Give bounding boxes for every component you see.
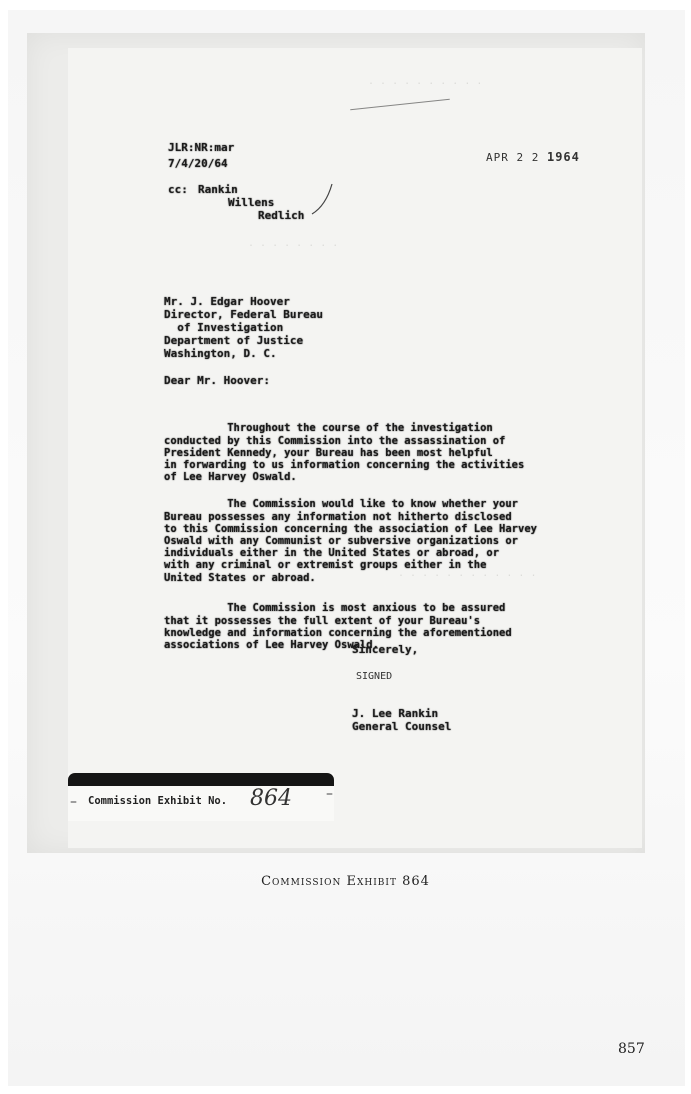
signed-mark: SIGNED xyxy=(356,671,393,682)
cc-name: Willens xyxy=(228,196,275,209)
stamp-year: 1964 xyxy=(546,150,580,164)
addressee-line: Mr. J. Edgar Hoover xyxy=(164,295,290,308)
cc-name: Redlich xyxy=(258,209,305,222)
initials: JLR:NR:mar xyxy=(168,141,235,154)
salutation: Dear Mr. Hoover: xyxy=(164,374,270,387)
file-date: 7/4/20/64 xyxy=(168,157,228,170)
stamp-month-day: APR 2 2 xyxy=(486,151,540,164)
body-paragraph: The Commission is most anxious to be assured that it possesses the full extent of your Bureau's knowledge and information concerning the aforementioned associations of Lee Harvey Oswald. xyxy=(164,602,512,652)
page-number: 857 xyxy=(618,1041,645,1057)
received-date-stamp xyxy=(486,150,580,164)
check-mark-icon xyxy=(310,182,334,216)
body-paragraph: Throughout the course of the investigation conducted by this Commission into the assassination of President Kennedy, your Bureau has been most helpful in forwarding to us information concerning the activities of Lee Harvey Oswald. xyxy=(164,422,525,484)
cc-label: cc: xyxy=(168,183,188,196)
addressee-line: of Investigation xyxy=(164,321,284,334)
exhibit-tab xyxy=(68,773,334,821)
addressee-line: Washington, D. C. xyxy=(164,347,277,360)
exhibit-number: 864 xyxy=(250,786,292,811)
dash-mark: – xyxy=(70,794,77,810)
signer-name: J. Lee Rankin xyxy=(352,707,439,720)
signer-title: General Counsel xyxy=(352,720,452,733)
addressee-line: Director, Federal Bureau xyxy=(164,308,323,321)
exhibit-label: Commission Exhibit No. xyxy=(88,795,228,807)
closing: Sincerely, xyxy=(352,643,419,656)
caption: Commission Exhibit 864 xyxy=(261,874,430,889)
letter-sheet: . . . . . . . . . . . . . . . . . . . . . . . . . . . . . . xyxy=(68,48,642,848)
dash-mark: – xyxy=(326,786,333,802)
addressee-line: Department of Justice xyxy=(164,334,304,347)
body-paragraph: The Commission would like to know whether your Bureau possesses any information not hitherto disclosed to this Commission concerning the association of Lee Harvey Oswald with any Communist or subversive organizations or individuals either in the United States or abroad, or with any criminal or extremist groups either in the United States or abroad. xyxy=(164,498,537,584)
cc-name: Rankin xyxy=(198,183,238,196)
exhibit-tab-bar xyxy=(68,773,334,786)
